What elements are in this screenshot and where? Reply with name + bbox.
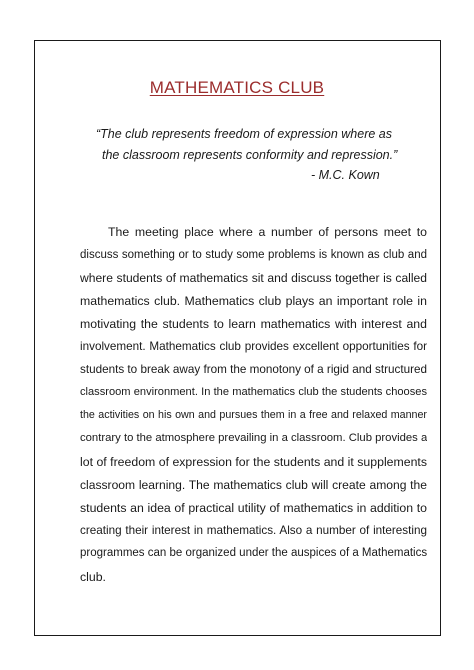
body-line-13: students an idea of practical utility of mathematics in addition to	[80, 501, 427, 515]
body-line-1: The meeting place where a number of persons meet to	[108, 225, 427, 239]
body-line-11: lot of freedom of expression for the students and it supplements	[80, 455, 427, 469]
page-title: MATHEMATICS CLUB	[149, 78, 325, 97]
body-line-5: motivating the students to learn mathematics with interest and	[80, 317, 427, 331]
body-line-8: classroom environment. In the mathematics club the students chooses	[80, 386, 427, 398]
quote-line-1: “The club represents freedom of expression where as	[96, 127, 392, 141]
body-line-2: discuss something or to study some problems is known as club and	[80, 249, 427, 261]
body-line-4: mathematics club. Mathematics club plays an important role in	[80, 294, 427, 308]
body-line-15: programmes can be organized under the auspices of a Mathematics	[80, 547, 427, 559]
quote-author: - M.C. Kown	[311, 168, 380, 182]
body-line-9: the activities on his own and pursues them in a free and relaxed manner	[80, 409, 427, 421]
quote-line-2: the classroom represents conformity and repression.”	[102, 148, 398, 162]
body-line-7: students to break away from the monotony of a rigid and structured	[80, 363, 427, 376]
body-line-10: contrary to the atmosphere prevailing in a classroom. Club provides a	[80, 432, 427, 444]
body-line-16: club.	[80, 570, 106, 584]
body-line-6: involvement. Mathematics club provides excellent opportunities for	[80, 340, 427, 353]
body-line-14: creating their interest in mathematics. Also a number of interesting	[80, 524, 427, 537]
body-line-3: where students of mathematics sit and discuss together is called	[80, 271, 427, 285]
body-line-12: classroom learning. The mathematics club will create among the	[80, 478, 427, 492]
